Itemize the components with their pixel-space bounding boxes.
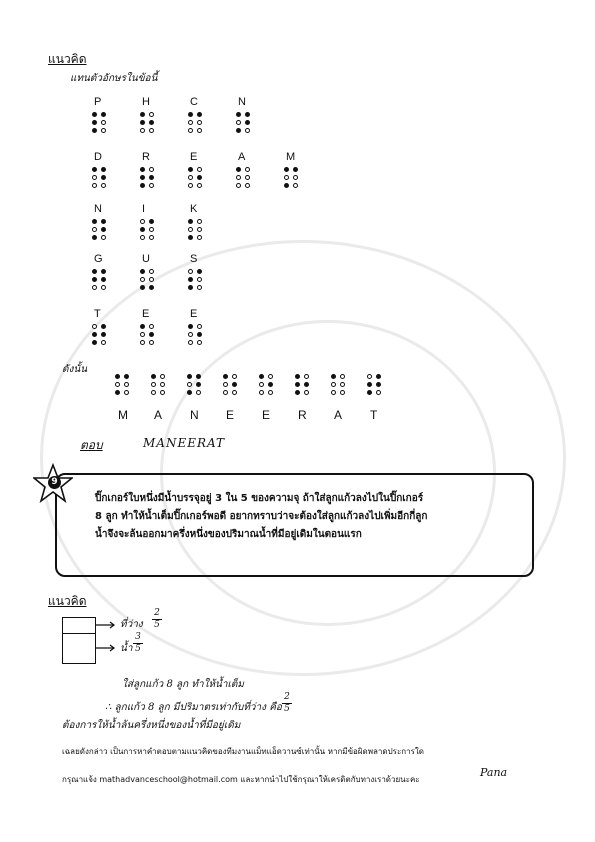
braille-dot-empty	[197, 324, 202, 329]
braille-dot-filled	[188, 167, 193, 172]
braille-dot-empty	[197, 235, 202, 240]
braille-dot-filled	[140, 269, 145, 274]
section2-heading: แนวคิด	[48, 594, 87, 608]
answer-letter: T	[370, 408, 378, 422]
braille-dot-empty	[197, 128, 202, 133]
braille-dot-filled	[101, 324, 106, 329]
braille-dot-empty	[331, 390, 336, 395]
answer-letter: E	[226, 408, 235, 422]
beaker-diagram	[62, 617, 96, 664]
braille-dot-filled	[149, 175, 154, 180]
braille-dot-filled	[92, 167, 97, 172]
braille-dot-filled	[188, 235, 193, 240]
intro-note: แทนตัวอักษรในข้อนี้	[70, 73, 158, 84]
braille-dot-filled	[197, 332, 202, 337]
braille-dot-filled	[92, 128, 97, 133]
frac-water: 3 5	[133, 632, 143, 655]
braille-dot-empty	[197, 285, 202, 290]
frac-empty: 2 5	[152, 608, 162, 631]
braille-dot-filled	[188, 277, 193, 282]
braille-dot-empty	[232, 374, 237, 379]
braille-dot-filled	[331, 374, 336, 379]
braille-dot-empty	[245, 128, 250, 133]
braille-dot-empty	[140, 219, 145, 224]
braille-dot-empty	[259, 390, 264, 395]
braille-dot-empty	[304, 390, 309, 395]
braille-dot-filled	[92, 219, 97, 224]
braille-dot-filled	[140, 183, 145, 188]
braille-dot-filled	[236, 128, 241, 133]
braille-dot-filled	[245, 112, 250, 117]
signature: Pana	[480, 766, 508, 779]
braille-dot-empty	[140, 277, 145, 282]
braille-dot-filled	[140, 167, 145, 172]
work-line-2: ∴ ลูกแก้ว 8 ลูก มีปริมาตรเท่ากับที่ว่าง คือ	[105, 702, 282, 713]
braille-dot-empty	[140, 235, 145, 240]
braille-dot-empty	[101, 340, 106, 345]
braille-letter: D	[94, 151, 102, 163]
braille-dot-filled	[232, 382, 237, 387]
braille-dot-empty	[245, 175, 250, 180]
braille-dot-empty	[149, 183, 154, 188]
braille-dot-empty	[188, 120, 193, 125]
braille-dot-empty	[149, 227, 154, 232]
braille-dot-filled	[197, 175, 202, 180]
braille-dot-filled	[149, 285, 154, 290]
braille-dot-filled	[140, 175, 145, 180]
braille-dot-empty	[149, 324, 154, 329]
braille-letter: C	[190, 96, 198, 108]
braille-dot-empty	[151, 390, 156, 395]
braille-dot-empty	[101, 183, 106, 188]
braille-dot-empty	[149, 340, 154, 345]
braille-dot-filled	[187, 390, 192, 395]
braille-letter: N	[94, 203, 102, 215]
braille-dot-empty	[187, 382, 192, 387]
braille-dot-empty	[101, 235, 106, 240]
answer-label: ตอบ	[80, 438, 103, 452]
footer-line-1: เฉลยดังกล่าว เป็นการหาคำตอบตามแนวคิดของทีมงานแม็ทแอ็ดวานซ์เท่านั้น หากมีข้อผิดพลาดประการใด	[62, 747, 424, 756]
braille-letter: U	[142, 253, 150, 265]
braille-dot-filled	[295, 374, 300, 379]
braille-dot-empty	[197, 340, 202, 345]
braille-dot-empty	[188, 269, 193, 274]
braille-dot-filled	[188, 219, 193, 224]
braille-dot-filled	[92, 340, 97, 345]
braille-dot-empty	[92, 227, 97, 232]
braille-dot-empty	[340, 374, 345, 379]
braille-letter: G	[94, 253, 103, 265]
braille-dot-empty	[284, 175, 289, 180]
braille-dot-filled	[101, 227, 106, 232]
braille-dot-empty	[140, 332, 145, 337]
braille-dot-empty	[188, 332, 193, 337]
braille-dot-empty	[197, 167, 202, 172]
braille-dot-empty	[293, 183, 298, 188]
braille-dot-empty	[197, 183, 202, 188]
answer-letter: A	[154, 408, 163, 422]
braille-dot-filled	[92, 235, 97, 240]
work-line-1: ใส่ลูกแก้ว 8 ลูก ทำให้น้ำเต็ม	[122, 679, 245, 690]
braille-dot-filled	[92, 269, 97, 274]
braille-dot-empty	[245, 167, 250, 172]
braille-dot-empty	[160, 390, 165, 395]
braille-dot-empty	[92, 183, 97, 188]
braille-letter: T	[94, 308, 101, 320]
braille-dot-filled	[188, 285, 193, 290]
braille-dot-empty	[245, 183, 250, 188]
braille-dot-empty	[92, 324, 97, 329]
braille-dot-filled	[223, 374, 228, 379]
braille-dot-empty	[101, 128, 106, 133]
braille-dot-filled	[284, 183, 289, 188]
problem-number: 9	[48, 476, 61, 489]
braille-letter: P	[94, 96, 102, 108]
braille-dot-filled	[304, 382, 309, 387]
braille-dot-empty	[196, 390, 201, 395]
braille-dot-empty	[304, 374, 309, 379]
braille-dot-filled	[376, 374, 381, 379]
braille-dot-empty	[236, 120, 241, 125]
braille-dot-filled	[259, 374, 264, 379]
braille-dot-filled	[92, 332, 97, 337]
braille-dot-empty	[197, 120, 202, 125]
braille-dot-empty	[124, 382, 129, 387]
problem-text: ปิ๊กเกอร์ใบหนึ่งมีน้ำบรรจุอยู่ 3 ใน 5 ของความจุ ถ้าใส่ลูกแก้วลงไปในปิ๊กเกอร์ 8 ลูก ทำให้น้ำเต็มปิ๊กเกอร์พอดี อยากทราบว่าจะต้องใส่ลูกแก้วลงไปเพิ่มอีกกี่ลูก น้ำจึงจะล้นออกมาครึ่งหนึ่งของปริมาณน้ำที่มีอยู่เดิมในตอนแรก	[95, 493, 428, 540]
braille-dot-empty	[331, 382, 336, 387]
braille-dot-filled	[115, 374, 120, 379]
braille-dot-filled	[149, 332, 154, 337]
answer-letter: E	[262, 408, 271, 422]
braille-dot-filled	[151, 374, 156, 379]
answer-letter: M	[118, 408, 128, 422]
braille-dot-filled	[376, 382, 381, 387]
braille-dot-filled	[101, 277, 106, 282]
braille-dot-filled	[295, 382, 300, 387]
braille-dot-empty	[140, 128, 145, 133]
braille-dot-empty	[149, 112, 154, 117]
braille-dot-empty	[197, 219, 202, 224]
braille-dot-empty	[140, 340, 145, 345]
braille-dot-empty	[160, 382, 165, 387]
braille-dot-filled	[101, 112, 106, 117]
braille-letter: E	[190, 308, 198, 320]
braille-letter: R	[142, 151, 150, 163]
answer-word: MANEERAT	[143, 436, 226, 450]
braille-letter: K	[190, 203, 198, 215]
braille-dot-empty	[149, 128, 154, 133]
braille-dot-empty	[149, 277, 154, 282]
braille-dot-empty	[101, 285, 106, 290]
braille-dot-empty	[340, 382, 345, 387]
braille-dot-filled	[236, 112, 241, 117]
braille-dot-filled	[196, 374, 201, 379]
braille-dot-filled	[284, 167, 289, 172]
braille-letter: A	[238, 151, 246, 163]
answer-letter: N	[190, 408, 199, 422]
braille-dot-empty	[188, 227, 193, 232]
braille-letter: E	[142, 308, 150, 320]
braille-dot-empty	[236, 175, 241, 180]
braille-dot-filled	[236, 167, 241, 172]
braille-dot-empty	[188, 183, 193, 188]
braille-dot-empty	[259, 382, 264, 387]
braille-dot-filled	[140, 120, 145, 125]
braille-dot-filled	[101, 332, 106, 337]
braille-dot-empty	[124, 390, 129, 395]
braille-dot-empty	[188, 340, 193, 345]
braille-dot-filled	[101, 175, 106, 180]
braille-dot-empty	[232, 390, 237, 395]
braille-dot-empty	[223, 382, 228, 387]
braille-dot-empty	[236, 183, 241, 188]
braille-dot-empty	[293, 175, 298, 180]
braille-dot-filled	[101, 167, 106, 172]
braille-dot-filled	[140, 324, 145, 329]
braille-dot-filled	[367, 382, 372, 387]
braille-dot-filled	[149, 120, 154, 125]
footer-line-2: กรุณาแจ้ง mathadvanceschool@hotmail.com และหากนำไปใช้กรุณาให้เครดิตกับทางเราด้วยนะคะ	[62, 775, 420, 784]
section-heading: แนวคิด	[48, 52, 87, 66]
braille-dot-empty	[101, 120, 106, 125]
braille-dot-filled	[140, 285, 145, 290]
braille-dot-filled	[149, 219, 154, 224]
braille-dot-filled	[187, 374, 192, 379]
braille-dot-empty	[149, 269, 154, 274]
braille-letter: E	[190, 151, 198, 163]
braille-dot-filled	[101, 219, 106, 224]
braille-dot-empty	[367, 374, 372, 379]
braille-dot-empty	[197, 227, 202, 232]
braille-letter: I	[142, 203, 146, 215]
braille-dot-empty	[376, 390, 381, 395]
answer-letter: R	[298, 408, 307, 422]
braille-dot-empty	[92, 175, 97, 180]
answer-letter: A	[334, 408, 343, 422]
braille-dot-filled	[188, 324, 193, 329]
braille-dot-filled	[101, 269, 106, 274]
braille-dot-empty	[268, 390, 273, 395]
arrow-icons	[96, 617, 120, 657]
braille-dot-empty	[340, 390, 345, 395]
braille-dot-empty	[188, 175, 193, 180]
braille-dot-empty	[188, 128, 193, 133]
braille-letter: H	[142, 96, 150, 108]
braille-dot-filled	[140, 227, 145, 232]
braille-dot-filled	[367, 390, 372, 395]
braille-dot-filled	[245, 120, 250, 125]
braille-dot-empty	[223, 390, 228, 395]
work-line-3: ต้องการให้น้ำล้นครึ่งหนึ่งของน้ำที่มีอยู่เดิม	[62, 720, 241, 731]
braille-dot-filled	[92, 120, 97, 125]
braille-letter: M	[286, 151, 296, 163]
braille-dot-filled	[197, 269, 202, 274]
work-line-2-frac: 2 5	[282, 692, 292, 715]
braille-dot-filled	[268, 382, 273, 387]
braille-letter: S	[190, 253, 198, 265]
braille-dot-empty	[197, 277, 202, 282]
braille-dot-filled	[124, 374, 129, 379]
braille-dot-empty	[149, 235, 154, 240]
braille-dot-empty	[92, 285, 97, 290]
braille-dot-filled	[295, 390, 300, 395]
braille-dot-filled	[92, 277, 97, 282]
braille-dot-empty	[149, 167, 154, 172]
braille-dot-empty	[160, 374, 165, 379]
braille-dot-filled	[115, 390, 120, 395]
label-water: น้ำ	[120, 643, 133, 654]
therefore-label: ดังนั้น	[62, 364, 88, 375]
label-empty: ที่ว่าง	[120, 619, 143, 630]
braille-dot-empty	[268, 374, 273, 379]
braille-dot-filled	[196, 382, 201, 387]
braille-dot-empty	[115, 382, 120, 387]
braille-dot-filled	[293, 167, 298, 172]
braille-dot-filled	[197, 112, 202, 117]
braille-dot-filled	[92, 112, 97, 117]
braille-dot-filled	[188, 112, 193, 117]
braille-letter: N	[238, 96, 246, 108]
braille-dot-empty	[151, 382, 156, 387]
braille-dot-filled	[140, 112, 145, 117]
